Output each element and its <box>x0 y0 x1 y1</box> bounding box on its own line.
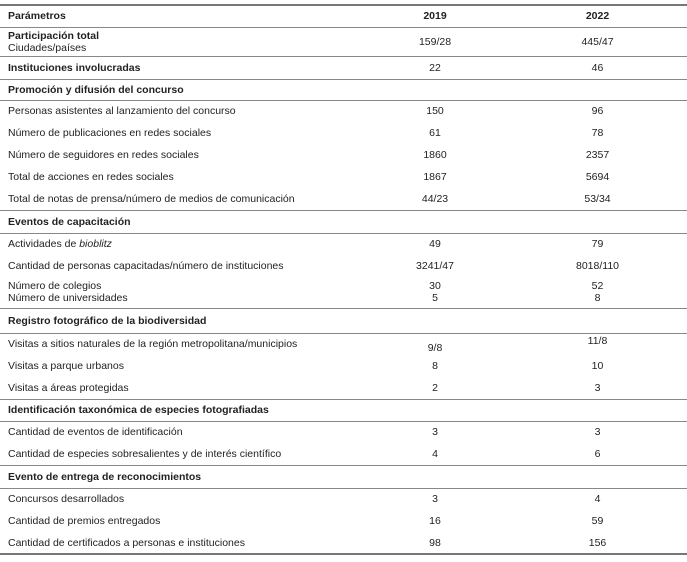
value-2022: 10 <box>591 360 604 372</box>
table-header-row <box>0 5 687 27</box>
row-label-italic: bioblitz <box>79 238 112 251</box>
row-label: Total de acciones en redes sociales <box>8 171 174 183</box>
value-2019: 159/28 <box>362 27 508 56</box>
table-row <box>0 532 687 554</box>
value-2019: 3 <box>432 426 438 439</box>
value-2019: 22 <box>362 56 508 79</box>
row-label: Visitas a sitios naturales de la región metropolitana/municipios <box>8 338 298 351</box>
value-2022: 156 <box>588 536 607 549</box>
value-2022: 3 <box>508 377 687 399</box>
section-title: Identificación taxonómica de especies fotografiadas <box>0 399 687 421</box>
header-2019: 2019 <box>362 5 508 27</box>
value-2022: 79 <box>591 238 604 251</box>
value-2019: 4 <box>362 443 508 465</box>
value-2022: 8 <box>594 292 601 305</box>
section-header <box>0 308 687 333</box>
table-row <box>0 144 687 166</box>
value-2022: 3 <box>594 426 601 439</box>
table-row <box>0 443 687 465</box>
row-label: Concursos desarrollados <box>8 493 125 506</box>
value-2019: 2 <box>362 377 508 399</box>
results-table <box>0 4 687 555</box>
value-2019: 49 <box>429 238 441 251</box>
row-label: Número de seguidores en redes sociales <box>8 149 199 161</box>
header-2022: 2022 <box>508 5 687 27</box>
header-parametros: Parámetros <box>0 5 362 27</box>
table-row <box>0 355 687 377</box>
value-2022: 11/8 <box>587 335 608 348</box>
value-2019: 150 <box>426 105 444 118</box>
table-row <box>0 255 687 277</box>
section-header <box>0 465 687 488</box>
section-header <box>0 399 687 421</box>
section-header <box>0 79 687 100</box>
value-2019: 1867 <box>423 171 447 183</box>
table-row <box>0 122 687 144</box>
section-title: Registro fotográfico de la biodiversidad <box>0 308 687 333</box>
table-row <box>0 333 687 355</box>
value-2022: 96 <box>591 105 604 118</box>
value-2022: 46 <box>508 56 687 79</box>
row-label: Cantidad de premios entregados <box>8 515 161 527</box>
row-label: Visitas a áreas protegidas <box>0 377 362 399</box>
value-2022: 52 <box>591 280 604 293</box>
value-2019: 5 <box>432 292 438 305</box>
value-2022: 6 <box>508 443 687 465</box>
value-2019: 3241/47 <box>416 260 454 272</box>
section-title: Evento de entrega de reconocimientos <box>0 465 687 488</box>
section-title: Promoción y difusión del concurso <box>0 79 687 100</box>
row-label: Cantidad de especies sobresalientes y de interés científico <box>0 443 362 465</box>
table-row <box>0 421 687 443</box>
value-2019: 30 <box>429 280 441 293</box>
row-label: Número de publicaciones en redes sociales <box>8 127 212 139</box>
table-row <box>0 100 687 122</box>
row-label: Total de notas de prensa/número de medios de comunicación <box>0 188 362 210</box>
table-row <box>0 188 687 210</box>
value-2022: 445/47 <box>508 27 687 56</box>
value-2022: 53/34 <box>508 188 687 210</box>
row-label: Participación total <box>8 29 100 42</box>
value-2019: 44/23 <box>362 188 508 210</box>
value-2022: 78 <box>591 127 604 139</box>
value-2019: 3 <box>432 493 438 506</box>
table-row <box>0 27 687 56</box>
table-row <box>0 277 687 308</box>
table-row <box>0 488 687 510</box>
row-label: Instituciones involucradas <box>0 56 362 79</box>
row-sublabel: Ciudades/países <box>8 41 87 54</box>
row-label: Personas asistentes al lanzamiento del concurso <box>8 105 236 118</box>
value-2022: 4 <box>594 493 601 506</box>
table-row <box>0 233 687 255</box>
table-row <box>0 510 687 532</box>
section-header <box>0 210 687 233</box>
row-label: Cantidad de certificados a personas e instituciones <box>8 536 245 549</box>
row-label: Cantidad de eventos de identificación <box>8 426 183 439</box>
value-2022: 2357 <box>585 149 610 161</box>
value-2019: 9/8 <box>427 342 443 355</box>
row-label: Actividades de <box>8 238 80 251</box>
table-row <box>0 56 687 79</box>
value-2019: 61 <box>429 127 441 139</box>
value-2019: 98 <box>429 536 441 549</box>
row-label: Número de universidades <box>8 292 128 305</box>
section-title: Eventos de capacitación <box>0 210 687 233</box>
value-2022: 8018/110 <box>575 260 619 272</box>
table-row <box>0 377 687 399</box>
value-2019: 16 <box>429 515 441 527</box>
value-2022: 5694 <box>585 171 610 183</box>
table-row <box>0 166 687 188</box>
row-label: Número de colegios <box>8 280 102 293</box>
value-2022: 59 <box>591 515 604 527</box>
value-2019: 1860 <box>423 149 447 161</box>
value-2019: 8 <box>432 360 438 372</box>
row-label: Visitas a parque urbanos <box>8 360 124 372</box>
row-label: Cantidad de personas capacitadas/número de instituciones <box>8 260 284 272</box>
